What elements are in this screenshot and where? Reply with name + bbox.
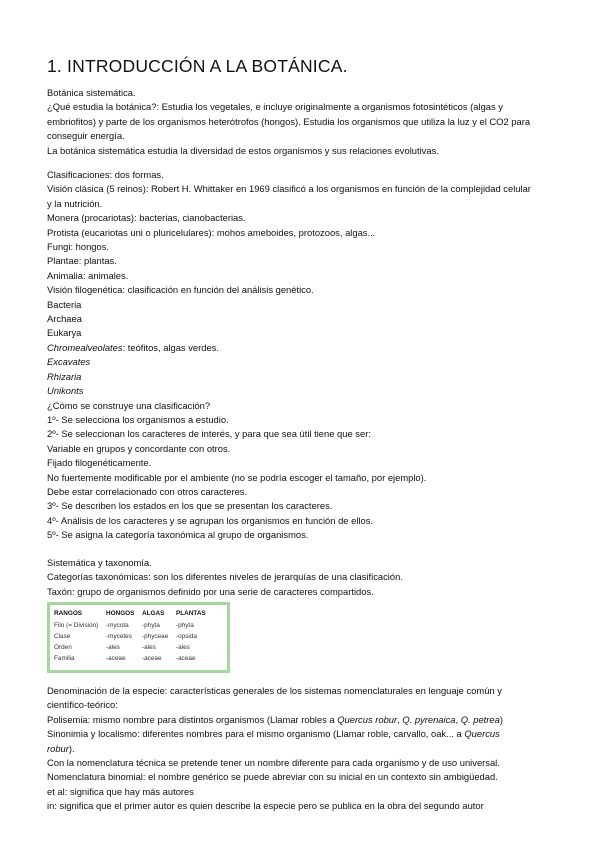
paragraph: Categorías taxonómicas: son los diferentes niveles de jerarquías de una clasificación. <box>47 571 403 583</box>
paragraph: Eukarya <box>47 327 82 339</box>
text-span: Sinonimia y localismo: diferentes nombres para el mismo organismo (Llamar roble, carvallo, oak... a <box>47 728 465 740</box>
table-cell: Clase <box>54 633 71 640</box>
table-cell: -aceae <box>176 655 196 662</box>
species-name: robur <box>47 742 69 754</box>
paragraph: Excavates <box>47 356 91 368</box>
paragraph: Visión filogenética: clasificación en función del análisis genético. <box>47 284 314 296</box>
paragraph: Monera (procariotas): bacterias, cianobacterias. <box>47 212 246 224</box>
species-name: Quercus robur <box>337 713 398 725</box>
paragraph: Plantae: plantas. <box>47 255 117 267</box>
paragraph: 4º- Análisis de los caracteres y se agrupan los organismos en función de ellos. <box>47 514 373 526</box>
table-cell: -phyta <box>142 622 160 629</box>
paragraph: Taxón: grupo de organismos definido por una serie de caracteres compartidos. <box>47 585 374 597</box>
paragraph: et al: significa que hay más autores <box>47 785 194 797</box>
paragraph: ¿Cómo se construye una clasificación? <box>47 399 211 411</box>
paragraph: Nomenclatura binomial: el nombre genérico se puede abreviar con su inicial en un contexto sin ambigüedad. <box>47 771 498 783</box>
paragraph: Fungi: hongos. <box>47 241 110 253</box>
table-cell: -mycetes <box>106 633 132 640</box>
table-row <box>54 631 210 642</box>
table-header-row <box>54 610 210 620</box>
table-cell: Familia <box>54 655 75 662</box>
paragraph: y la nutrición. <box>47 197 103 209</box>
page-title: 1. INTRODUCCIÓN A LA BOTÁNICA. <box>47 56 348 76</box>
table-cell: -aceae <box>142 655 162 662</box>
text-span: , <box>397 713 403 725</box>
paragraph: Con la nomenclatura técnica se pretende tener un nombre diferente para cada organismo y de uso universal. <box>47 757 500 769</box>
paragraph: Archaea <box>47 313 82 325</box>
paragraph: Bacteria <box>47 298 82 310</box>
section-botanica-sistematica <box>47 86 557 158</box>
paragraph: Variable en grupos y concordante con otros. <box>47 442 231 454</box>
text-span: ) <box>499 713 503 725</box>
section-clasificaciones <box>47 168 557 543</box>
text-span: : teófitos, algas verdes. <box>122 341 219 353</box>
text-span: , <box>455 713 461 725</box>
section-sistematica-taxonomia <box>47 556 557 599</box>
table-cell: -ales <box>176 644 190 651</box>
text-span: ). <box>68 742 75 754</box>
table-cell: Filo (= División) <box>54 622 99 629</box>
table-cell: -aceae <box>106 655 126 662</box>
paragraph: embriofitos) y parte de los organismos heterótrofos (hongos). Estudia los organismos que utiliza la luz y el CO2 para <box>47 115 531 127</box>
paragraph: Animalia: animales. <box>47 269 129 281</box>
paragraph: Visión clásica (5 reinos): Robert H. Whittaker en 1969 clasificó a los organismos en función de la complejidad celular <box>47 183 531 195</box>
table-cell: -ales <box>142 644 156 651</box>
paragraph: Sistemática y taxonomía. <box>47 557 152 568</box>
table-row <box>54 642 210 653</box>
paragraph: científico-teórico: <box>47 699 118 711</box>
paragraph <box>47 341 557 355</box>
section-denominacion-especie <box>47 684 557 814</box>
paragraph: Fijado filogenéticamente. <box>47 457 152 469</box>
paragraph: La botánica sistemática estudia la diversidad de estos organismos y sus relaciones evolutivas. <box>47 144 439 156</box>
species-name: Q. petrea <box>460 713 500 725</box>
italic-term: Chromealveolates <box>47 341 123 353</box>
paragraph: Botánica sistemática. <box>47 87 136 98</box>
taxonomic-ranks-table <box>47 602 230 673</box>
table-row <box>54 653 210 664</box>
species-name: Q. pyrenaica <box>402 713 456 725</box>
paragraph: ¿Qué estudia la botánica?: Estudia los vegetales, e incluye originalmente a organismos fotosintéticos (algas y <box>47 101 503 113</box>
paragraph: Denominación de la especie: características generales de los sistemas nomenclaturales en lenguaje común y <box>47 685 502 696</box>
table-header-cell: ALGAS <box>142 610 165 617</box>
table-header-cell: RANGOS <box>54 610 83 617</box>
table-header-cell: PLANTAS <box>176 610 206 617</box>
paragraph: Debe estar correlacionado con otros caracteres. <box>47 485 248 497</box>
paragraph <box>47 727 557 741</box>
table-cell: -ales <box>106 644 120 651</box>
table-cell: -mycota <box>106 622 129 629</box>
paragraph: conseguir energía. <box>47 130 125 142</box>
paragraph: 1º- Se selecciona los organismos a estudio. <box>47 413 229 425</box>
text-span: Polisemia: mismo nombre para distintos organismos (Llamar robles a <box>47 713 338 725</box>
paragraph: 5º- Se asigna la categoría taxonómica al grupo de organismos. <box>47 529 309 541</box>
table-cell: Orden <box>54 644 72 651</box>
paragraph: Unikonts <box>47 385 84 397</box>
paragraph: No fuertemente modificable por el ambiente (no se podría escoger el tamaño, por ejemplo). <box>47 471 427 483</box>
paragraph: 2º- Se seleccionan los caracteres de interés, y para que sea útil tiene que ser: <box>47 428 371 440</box>
table-header-cell: HONGOS <box>106 610 135 617</box>
paragraph: 3º- Se describen los estados en los que se presentan los caracteres. <box>47 500 333 512</box>
paragraph: Protista (eucariotas uni o pluricelulares): mohos ameboides, protozoos, algas... <box>47 226 376 238</box>
paragraph: Clasificaciones: dos formas. <box>47 169 164 180</box>
species-name: Quercus <box>464 728 500 740</box>
paragraph: in: significa que el primer autor es quien describe la especie pero se publica en la obra del segundo autor <box>47 800 484 812</box>
table-cell: -opsida <box>176 633 197 640</box>
ranks-table <box>54 610 210 664</box>
paragraph <box>47 713 557 727</box>
paragraph <box>47 742 557 756</box>
table-cell: -phyta <box>176 622 194 629</box>
paragraph: Rhizaria <box>47 370 82 382</box>
table-row <box>54 620 210 631</box>
table-cell: -phyceae <box>142 633 169 640</box>
